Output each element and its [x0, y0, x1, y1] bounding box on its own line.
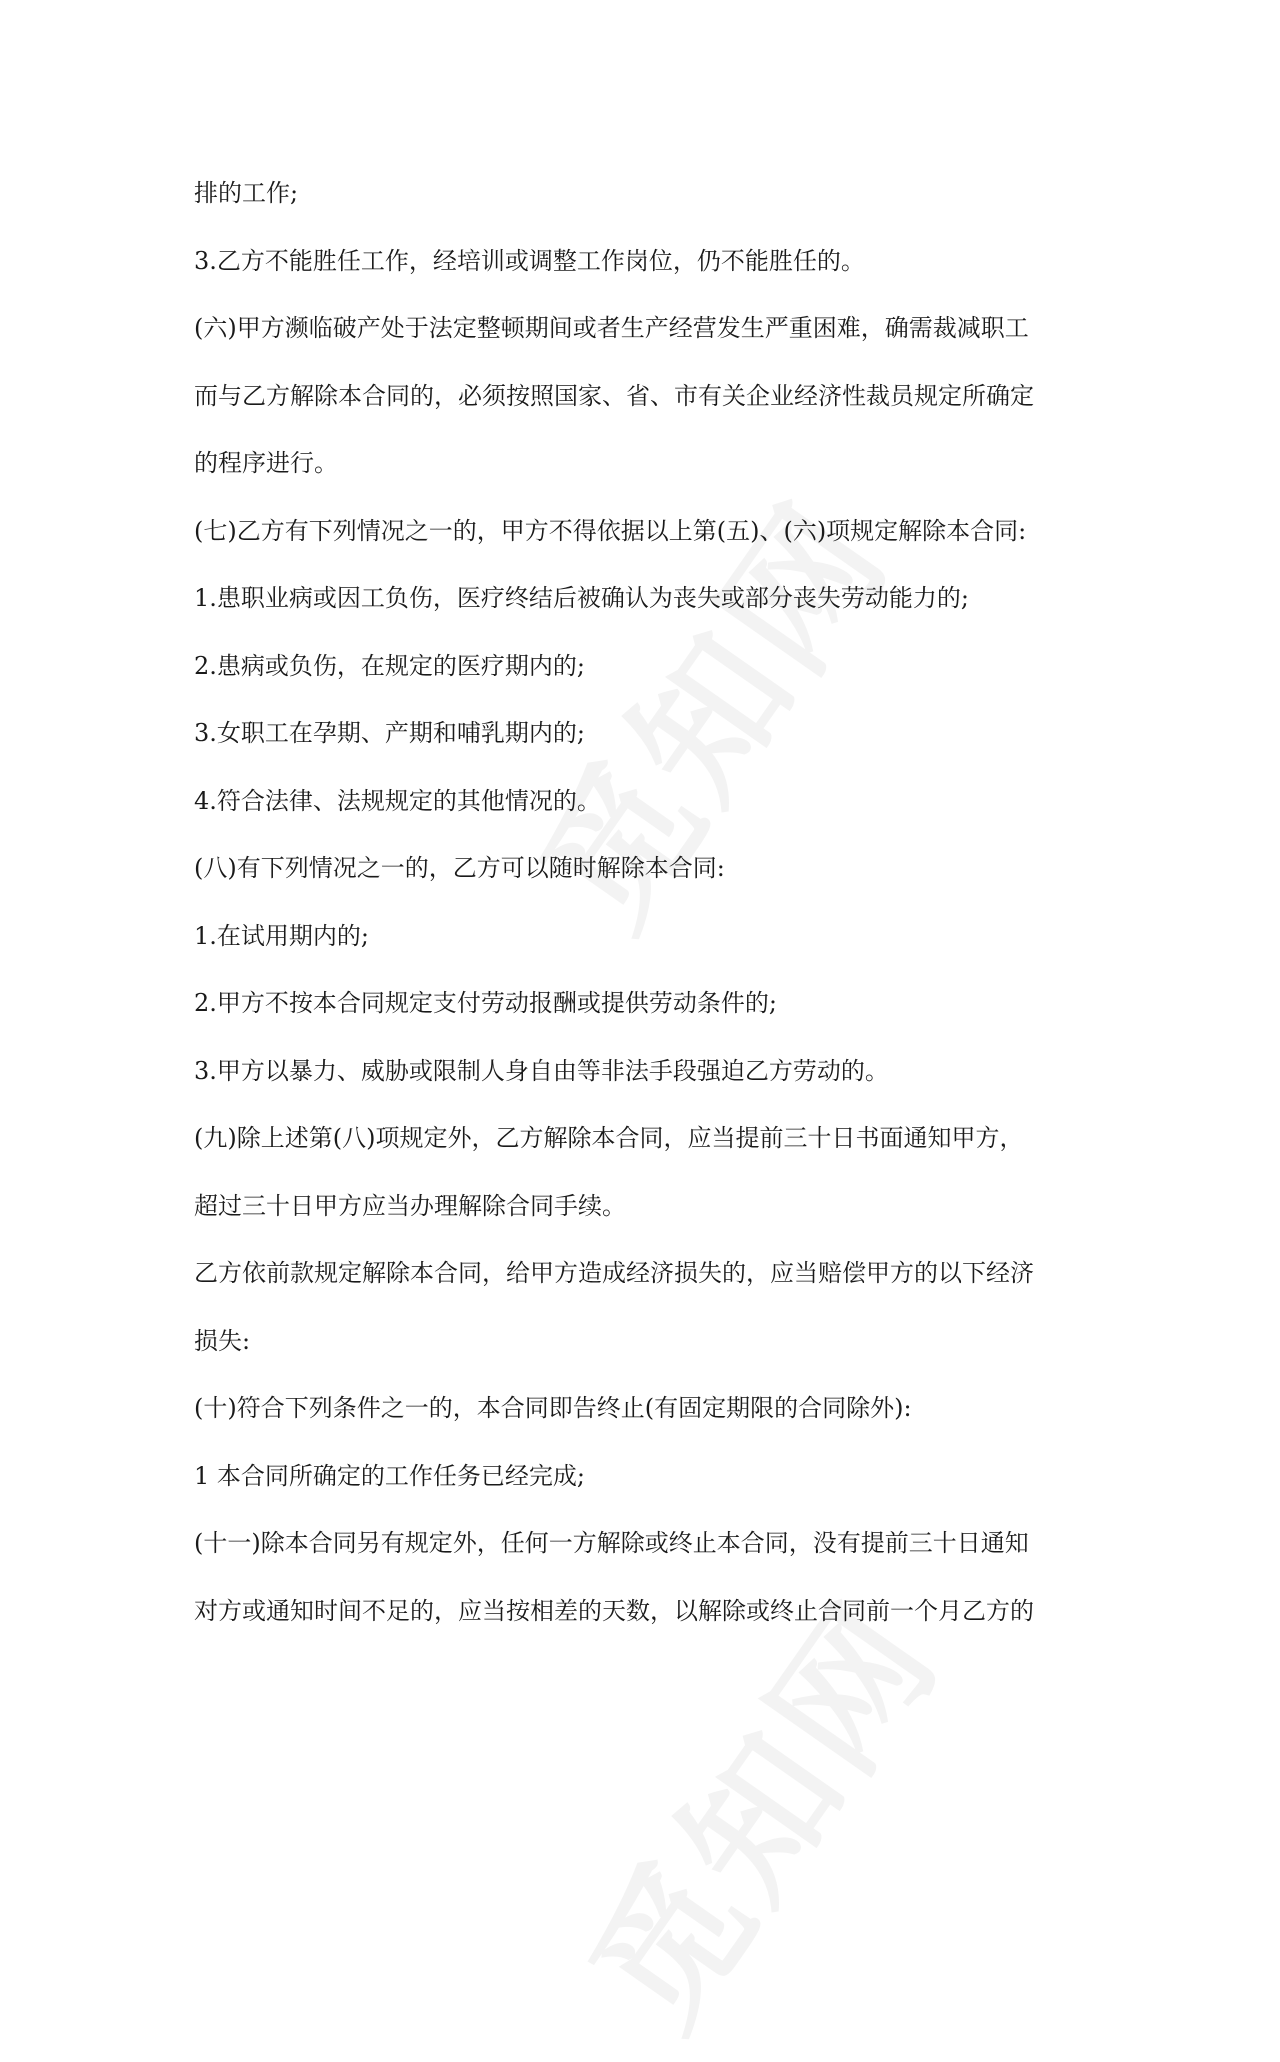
text-line: 4.符合法律、法规规定的其他情况的。 [194, 786, 601, 815]
text-line: 乙方依前款规定解除本合同，给甲方造成经济损失的，应当赔偿甲方的以下经济 [194, 1259, 1034, 1287]
text-line: (八)有下列情况之一的，乙方可以随时解除本合同: [194, 854, 725, 882]
text-line: 1 本合同所确定的工作任务已经完成; [194, 1461, 585, 1490]
text-line: (十)符合下列条件之一的，本合同即告终止(有固定期限的合同除外): [194, 1394, 912, 1422]
text-line: 超过三十日甲方应当办理解除合同手续。 [194, 1191, 626, 1220]
text-line: 排的工作; [194, 179, 299, 207]
text-line: 3.乙方不能胜任工作，经培训或调整工作岗位，仍不能胜任的。 [194, 246, 865, 275]
text-line: 3.甲方以暴力、威胁或限制人身自由等非法手段强迫乙方劳动的。 [194, 1056, 889, 1085]
text-line: 2.甲方不按本合同规定支付劳动报酬或提供劳动条件的; [194, 989, 777, 1017]
text-line: 3.女职工在孕期、产期和哺乳期内的; [194, 719, 585, 747]
text-line: 损失: [194, 1326, 251, 1355]
text-line: (六)甲方濒临破产处于法定整顿期间或者生产经营发生严重困难，确需裁减职工 [194, 314, 1029, 342]
text-line: (十一)除本合同另有规定外，任何一方解除或终止本合同，没有提前三十日通知 [194, 1529, 1029, 1557]
text-line: 对方或通知时间不足的，应当按相差的天数，以解除或终止合同前一个月乙方的 [194, 1596, 1034, 1625]
text-line: 的程序进行。 [194, 449, 338, 477]
text-line: 而与乙方解除本合同的，必须按照国家、省、市有关企业经济性裁员规定所确定 [194, 381, 1034, 410]
text-line: 1.在试用期内的; [194, 921, 369, 950]
text-line: (九)除上述第(八)项规定外，乙方解除本合同，应当提前三十日书面通知甲方， [194, 1124, 1024, 1152]
text-line: 1.患职业病或因工负伤，医疗终结后被确认为丧失或部分丧失劳动能力的; [194, 584, 969, 612]
text-line: 2.患病或负伤，在规定的医疗期内的; [194, 651, 585, 680]
text-line: (七)乙方有下列情况之一的，甲方不得依据以上第(五)、(六)项规定解除本合同: [194, 516, 1027, 545]
document-body [194, 160, 1094, 1645]
